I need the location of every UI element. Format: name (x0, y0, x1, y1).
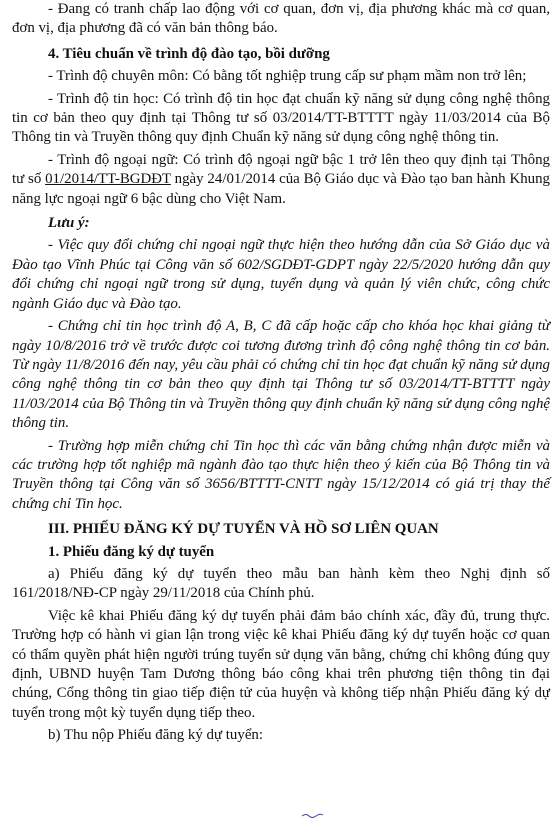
foreign-language-text-end: ngày 24/01/2014 của Bộ Giáo dục và Đào tạo ban hành Khung năng lực ngoại ngữ 6 bậc dùng cho Việt Nam. (12, 171, 550, 207)
ink-mark-icon (300, 812, 328, 818)
paragraph-form-submission: b) Thu nộp Phiếu đăng ký dự tuyển: (48, 727, 264, 744)
circular-reference-underlined: 01/2014/TT-BGDĐT (45, 171, 171, 188)
paragraph-it-level: - Trình độ tin học: Có trình độ tin học đạt chuẩn kỹ năng sử dụng công nghệ thông tin cơ bản theo quy định tại Thông tư số 03/2014/TT-BTTTT ngày 11/03/2014 của Bộ Thông tin và Truyền thông quy định Chuẩn kỹ năng sử dụng công nghệ thông tin. (12, 90, 550, 146)
note-it-exemption: - Trường hợp miễn chứng chỉ Tin học thì các văn bằng chứng nhận được miễn và các trường hợp tốt nghiệp mã ngành đào tạo thực hiện theo ý kiến của Bộ Thông tin và Truyền thông tại Công văn số 3656/BTTTT-CNTT ngày 15/12/2014 có giá trị thay thế chứng chỉ Tin học. (12, 437, 550, 512)
note-it-certificate: - Chứng chỉ tin học trình độ A, B, C đã cấp hoặc cấp cho khóa học khai giảng từ ngày 10/8/2016 trở về trước được coi tương đương trình độ công nghệ thông tin cơ bản. Từ ngày 11/8/2016 đến nay, yêu cầu phải có chứng chỉ tin học đạt chuẩn kỹ năng sử dụng công nghệ thông tin cơ bản theo quy định tại Thông tư số 03/2014/TT-BTTTT ngày 11/03/2014 của Bộ Thông tin và Truyền thông quy định chuẩn kỹ năng sử dụng công nghệ thông tin. (12, 318, 550, 432)
note-language-conversion: - Việc quy đổi chứng chỉ ngoại ngữ thực hiện theo hướng dẫn của Sở Giáo dục và Đào tạo Vĩnh Phúc tại Công văn số 602/SGDĐT-GDPT ngày 22/5/2020 hướng dẫn quy đổi chứng chỉ ngoại ngữ trong sử dụng, tuyển dụng và quản lý viên chức, công chức ngành Giáo dục và Đào tạo. (12, 237, 550, 312)
paragraph-labor-dispute: - Đang có tranh chấp lao động với cơ quan, đơn vị, địa phương khác mà cơ quan, đơn vị, địa phương đã có văn bản thông báo. (12, 1, 550, 37)
ink-scribble-icon (300, 812, 328, 818)
paragraph-professional-level: - Trình độ chuyên môn: Có bằng tốt nghiệp trung cấp sư phạm mầm non trở lên; (48, 68, 527, 85)
paragraph-form-template: a) Phiếu đăng ký dự tuyển theo mẫu ban hành kèm theo Nghị định số 161/2018/NĐ-CP ngày 29/11/2018 của Chính phủ. (12, 565, 550, 602)
section-heading-training-standards: 4. Tiêu chuẩn về trình độ đào tạo, bồi dưỡng (48, 45, 330, 62)
paragraph-foreign-language-level (12, 151, 550, 209)
subsection-heading-registration-form: 1. Phiếu đăng ký dự tuyển (48, 543, 215, 560)
note-heading: Lưu ý: (48, 215, 90, 232)
paragraph-declaration-accuracy: Việc kê khai Phiếu đăng ký dự tuyển phải đảm bảo chính xác, đầy đủ, trung thực. Trường hợp có hành vi gian lận trong việc kê khai Phiếu đăng ký dự tuyển hoặc cơ quan có thẩm quyền phát hiện người trúng tuyển sử dụng văn bằng, chứng chỉ không đúng quy định, UBND huyện Tam Dương thông báo công khai trên phương tiện thông tin đại chúng, Cổng thông tin giao tiếp điện tử của huyện và không tiếp nhận Phiếu đăng ký dự tuyển trong một kỳ tuyển dụng tiếp theo. (12, 607, 550, 721)
foreign-language-text-start: - Trình độ ngoại ngữ: Có trình độ ngoại ngữ bậc 1 trở lên theo quy định tại Thông tư số (12, 151, 550, 188)
section-heading-application-form: III. PHIẾU ĐĂNG KÝ DỰ TUYỂN VÀ HỒ SƠ LIÊN QUAN (48, 521, 439, 538)
